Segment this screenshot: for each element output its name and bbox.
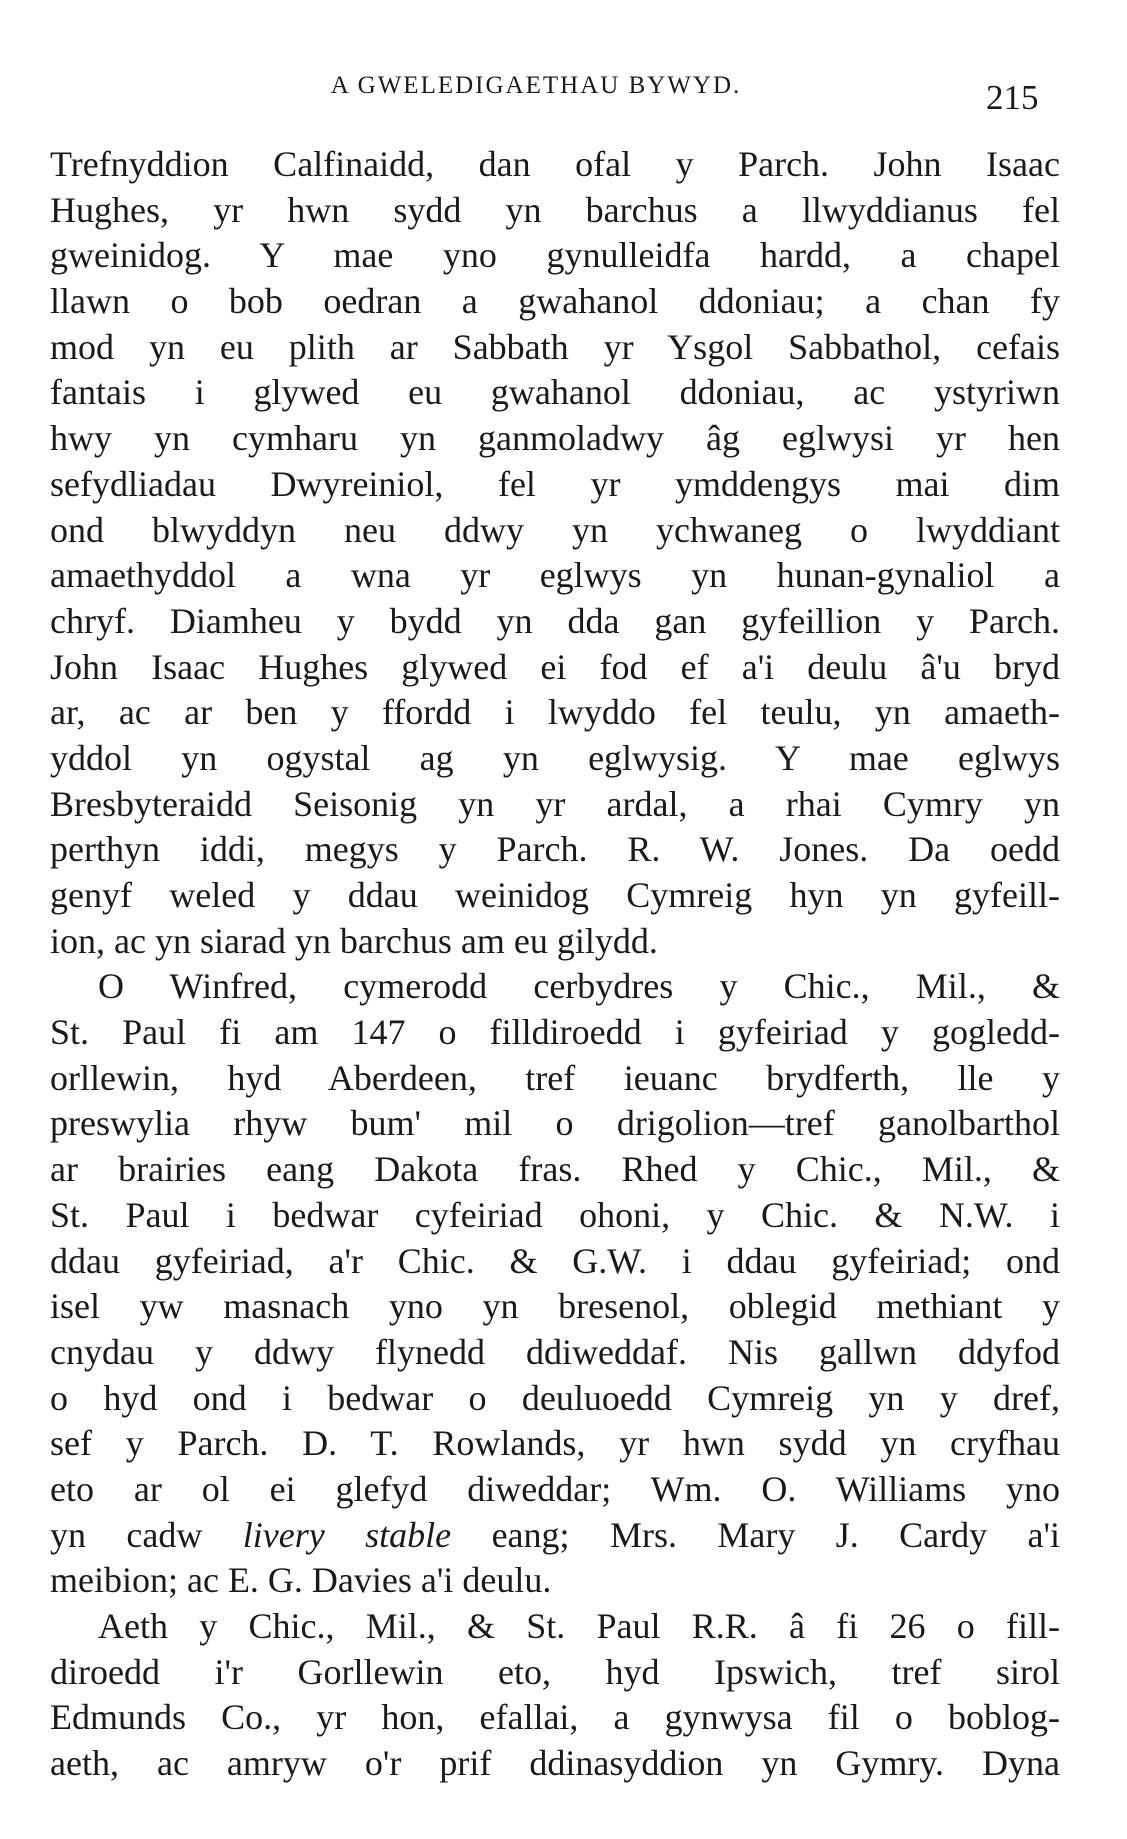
line-prefix: yn cadw: [50, 1514, 203, 1555]
text-line: diroedd i'r Gorllewin eto, hyd Ipswich, tref sirol: [50, 1651, 1060, 1692]
text-line: llawn o bob oedran a gwahanol ddoniau; a chan fy: [50, 281, 1060, 322]
text-line: aeth, ac amryw o'r prif ddinasyddion yn Gymry. Dyna: [50, 1743, 1060, 1784]
text-line: ar brairies eang Dakota fras. Rhed y Chic., Mil., &: [50, 1149, 1060, 1190]
text-line: amaethyddol a wna yr eglwys yn hunan-gynaliol a: [50, 555, 1060, 596]
text-line: John Isaac Hughes glywed ei fod ef a'i deulu â'u bryd: [50, 646, 1060, 687]
text-line-with-italic: [50, 1513, 1060, 1559]
text-line: meibion; ac E. G. Davies a'i deulu.: [50, 1560, 552, 1601]
text-line: gweinidog. Y mae yno gynulleidfa hardd, a chapel: [50, 235, 1060, 276]
text-line: preswylia rhyw bum' mil o drigolion—tref ganolbarthol: [50, 1103, 1060, 1144]
line-suffix: eang; Mrs. Mary J. Cardy a'i: [491, 1514, 1061, 1555]
text-line: O Winfred, cymerodd cerbydres y Chic., Mil., &: [98, 966, 1060, 1007]
text-line: yddol yn ogystal ag yn eglwysig. Y mae eglwys: [50, 737, 1060, 778]
text-line: St. Paul i bedwar cyfeiriad ohoni, y Chic. & N.W. i: [50, 1194, 1060, 1235]
text-line: ddau gyfeiriad, a'r Chic. & G.W. i ddau gyfeiriad; ond: [50, 1240, 1060, 1281]
text-line: Aeth y Chic., Mil., & St. Paul R.R. â fi 26 o fill-: [98, 1606, 1060, 1646]
text-line: ond blwyddyn neu ddwy yn ychwaneg o lwyddiant: [50, 509, 1060, 550]
text-line: Edmunds Co., yr hon, efallai, a gynwysa fil o boblog-: [50, 1697, 1060, 1738]
text-line: chryf. Diamheu y bydd yn dda gan gyfeillion y Parch.: [50, 600, 1060, 641]
text-line: eto ar ol ei glefyd diweddar; Wm. O. Williams yno: [50, 1468, 1060, 1509]
text-line: Trefnyddion Calfinaidd, dan ofal y Parch. John Isaac: [50, 144, 1060, 184]
text-line: genyf weled y ddau weinidog Cymreig hyn yn gyfeill-: [50, 875, 1060, 915]
text-line: Bresbyteraidd Seisonig yn yr ardal, a rhai Cymry yn: [50, 783, 1060, 824]
text-line: cnydau y ddwy flynedd ddiweddaf. Nis gallwn ddyfod: [50, 1331, 1060, 1372]
text-line: ar, ac ar ben y ffordd i lwyddo fel teulu, yn amaeth-: [50, 692, 1060, 733]
text-line: orllewin, hyd Aberdeen, tref ieuanc brydferth, lle y: [50, 1057, 1060, 1098]
text-line: perthyn iddi, megys y Parch. R. W. Jones. Da oedd: [50, 829, 1060, 870]
text-line: fantais i glywed eu gwahanol ddoniau, ac ystyriwn: [50, 372, 1060, 413]
text-line: Hughes, yr hwn sydd yn barchus a llwyddianus fel: [50, 189, 1060, 230]
body-text: [50, 142, 1060, 1787]
text-line: sefydliadau Dwyreiniol, fel yr ymddengys mai dim: [50, 463, 1060, 504]
text-line: sef y Parch. D. T. Rowlands, yr hwn sydd yn cryfhau: [50, 1423, 1060, 1464]
text-line: isel yw masnach yno yn bresenol, oblegid methiant y: [50, 1286, 1060, 1327]
text-line: ion, ac yn siarad yn barchus am eu gilydd.: [50, 920, 658, 961]
running-title: A GWELEDIGAETHAU BYWYD.: [330, 72, 742, 99]
text-line: St. Paul fi am 147 o filldiroedd i gyfeiriad y gogledd-: [50, 1012, 1060, 1053]
italic-phrase: livery stable: [242, 1514, 452, 1555]
text-line: mod yn eu plith ar Sabbath yr Ysgol Sabbathol, cefais: [50, 326, 1060, 367]
text-line: hwy yn cymharu yn ganmoladwy âg eglwysi yr hen: [50, 418, 1060, 459]
text-line: o hyd ond i bedwar o deuluoedd Cymreig yn y dref,: [50, 1377, 1060, 1418]
page-number: 215: [986, 78, 1039, 117]
